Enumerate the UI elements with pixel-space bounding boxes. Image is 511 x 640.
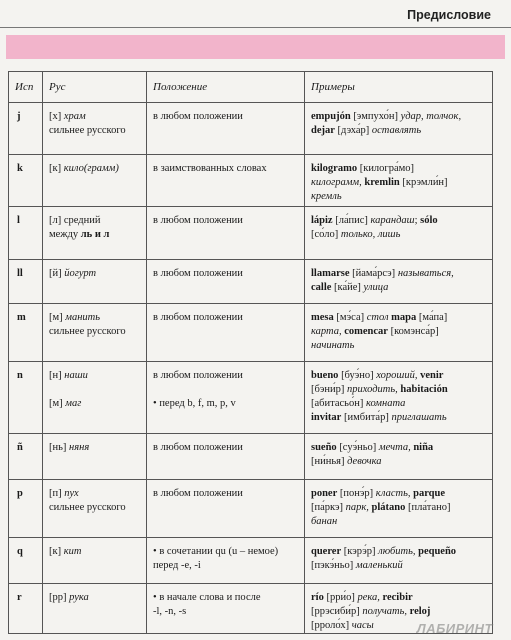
translation: приглашать bbox=[391, 412, 447, 423]
translation: часы bbox=[351, 620, 374, 631]
russian-example-word: йогурт bbox=[64, 268, 97, 279]
sound-text: ль и л bbox=[80, 229, 110, 240]
transcription: [мэ́са] bbox=[333, 312, 367, 323]
letter-cell: ñ bbox=[9, 434, 43, 480]
translation: только, лишь bbox=[340, 229, 401, 240]
spanish-word: kilogramo bbox=[311, 163, 358, 174]
letter-cell: q bbox=[9, 538, 43, 584]
table-row bbox=[9, 103, 493, 155]
examples-cell bbox=[305, 304, 493, 362]
translation: килограмм, bbox=[311, 177, 365, 188]
spanish-word: sueño bbox=[311, 442, 337, 453]
spanish-word: pequeño bbox=[418, 546, 457, 557]
position-cell bbox=[147, 538, 305, 584]
examples-cell bbox=[305, 155, 493, 207]
sound-text: [х] bbox=[49, 111, 64, 122]
transcription: [со́ло] bbox=[311, 229, 341, 240]
examples-cell bbox=[305, 434, 493, 480]
transcription: [крэмли́н] bbox=[399, 177, 448, 188]
russian-example-word: рука bbox=[69, 592, 89, 603]
spanish-word: invitar bbox=[311, 412, 342, 423]
spanish-word: mesa bbox=[311, 312, 334, 323]
table-row bbox=[9, 362, 493, 434]
translation: мечта, bbox=[378, 442, 414, 453]
transcription: [кэрэ́р] bbox=[341, 546, 379, 557]
table-row bbox=[9, 304, 493, 362]
spanish-word: calle bbox=[311, 282, 332, 293]
position-text: -l, -n, -s bbox=[153, 606, 187, 617]
spanish-word: niña bbox=[413, 442, 434, 453]
translation: удар, толчок, bbox=[400, 111, 462, 122]
position-cell bbox=[147, 260, 305, 304]
spanish-word: llamarse bbox=[311, 268, 350, 279]
translation: оставлять bbox=[371, 125, 422, 136]
russian-sound-cell bbox=[43, 362, 147, 434]
position-cell bbox=[147, 584, 305, 634]
spanish-word: dejar bbox=[311, 125, 335, 136]
letter-cell: m bbox=[9, 304, 43, 362]
header-divider bbox=[0, 27, 511, 28]
russian-example-word: маг bbox=[65, 398, 82, 409]
transcription: [пла́тано] bbox=[405, 502, 451, 513]
spanish-word: venir bbox=[420, 370, 444, 381]
examples-cell bbox=[305, 260, 493, 304]
translation: кремль bbox=[311, 191, 342, 202]
letter-cell: p bbox=[9, 480, 43, 538]
examples-cell bbox=[305, 538, 493, 584]
translation: стол bbox=[366, 312, 392, 323]
position-text: в любом положении bbox=[153, 488, 243, 499]
position-text: перед -e, -i bbox=[153, 560, 201, 571]
russian-sound-cell bbox=[43, 103, 147, 155]
transcription: [абитасьо́н] bbox=[311, 398, 366, 409]
sound-text: [м] bbox=[49, 312, 66, 323]
examples-cell bbox=[305, 207, 493, 260]
sound-text: [к] bbox=[49, 546, 64, 557]
spanish-word: reloj bbox=[409, 606, 431, 617]
russian-sound-cell bbox=[43, 260, 147, 304]
position-text: в любом положении bbox=[153, 312, 243, 323]
position-text: в любом положении bbox=[153, 442, 243, 453]
translation: получать, bbox=[362, 606, 410, 617]
spanish-word: recibir bbox=[382, 592, 413, 603]
position-cell bbox=[147, 362, 305, 434]
spanish-word: río bbox=[311, 592, 324, 603]
transcription: [йама́рсэ] bbox=[349, 268, 398, 279]
spanish-word: sólo bbox=[420, 215, 438, 226]
russian-example-word: кит bbox=[63, 546, 82, 557]
section-title: Предисловие bbox=[407, 8, 491, 22]
examples-cell bbox=[305, 480, 493, 538]
position-text: в любом положении bbox=[153, 111, 243, 122]
spanish-word: comencar bbox=[344, 326, 388, 337]
transcription: [эмпухо́н] bbox=[350, 111, 401, 122]
translation: начинать bbox=[311, 340, 355, 351]
position-text: • в сочетании qu (u – немое) bbox=[153, 545, 299, 559]
sound-text: [м] bbox=[49, 398, 66, 409]
spanish-word: bueno bbox=[311, 370, 339, 381]
spanish-word: poner bbox=[311, 488, 338, 499]
transcription: [ни́нья] bbox=[311, 456, 348, 467]
translation: парк, bbox=[345, 502, 372, 513]
translation: девочка bbox=[347, 456, 382, 467]
transcription: [ка́йе] bbox=[331, 282, 364, 293]
russian-example-word: кило(грамм) bbox=[63, 163, 119, 174]
position-cell bbox=[147, 103, 305, 155]
position-text: в любом положении bbox=[153, 370, 243, 381]
translation: комната bbox=[365, 398, 406, 409]
col-header-examples: Примеры bbox=[305, 72, 493, 103]
sound-text: [н] bbox=[49, 370, 65, 381]
spanish-word: empujón bbox=[311, 111, 351, 122]
letter-cell: k bbox=[9, 155, 43, 207]
transcription: [имбита́р] bbox=[341, 412, 392, 423]
spanish-word: querer bbox=[311, 546, 342, 557]
spanish-word: kremlin bbox=[364, 177, 400, 188]
position-cell bbox=[147, 434, 305, 480]
letter-cell: l bbox=[9, 207, 43, 260]
transcription: [па́ркэ] bbox=[311, 502, 346, 513]
translation: хороший, bbox=[376, 370, 421, 381]
sound-text: между bbox=[49, 229, 81, 240]
table-row bbox=[9, 538, 493, 584]
watermark: ЛАБИРИНТ bbox=[416, 621, 493, 636]
position-text: в любом положении bbox=[153, 268, 243, 279]
russian-example-word: пух bbox=[64, 488, 79, 499]
sound-text: сильнее русского bbox=[49, 326, 126, 337]
letter-cell: n bbox=[9, 362, 43, 434]
table-row bbox=[9, 434, 493, 480]
translation: карта, bbox=[311, 326, 345, 337]
position-text: • в начале слова и после bbox=[153, 591, 299, 605]
translation: любить, bbox=[378, 546, 419, 557]
translation: называться, bbox=[397, 268, 454, 279]
translation: река, bbox=[357, 592, 383, 603]
col-header-russian: Рус bbox=[43, 72, 147, 103]
russian-sound-cell bbox=[43, 584, 147, 634]
transcription: [рроло́х] bbox=[311, 620, 352, 631]
sound-text: [к] bbox=[49, 163, 64, 174]
letter-cell: ll bbox=[9, 260, 43, 304]
sound-text: сильнее русского bbox=[49, 502, 126, 513]
translation: приходить, bbox=[346, 384, 401, 395]
russian-sound-cell bbox=[43, 207, 147, 260]
examples-cell bbox=[305, 103, 493, 155]
transcription: [суэ́ньо] bbox=[336, 442, 379, 453]
sound-text: [нь] bbox=[49, 442, 70, 453]
col-header-letter: Исп bbox=[9, 72, 43, 103]
spanish-word: plátano bbox=[371, 502, 406, 513]
position-text: • перед b, f, m, p, v bbox=[153, 397, 299, 411]
russian-example-word: наши bbox=[64, 370, 88, 381]
transcription: ; bbox=[414, 215, 421, 226]
pronunciation-table bbox=[8, 71, 493, 634]
transcription: [бэни́р] bbox=[311, 384, 347, 395]
transcription: [понэ́р] bbox=[337, 488, 376, 499]
russian-sound-cell bbox=[43, 304, 147, 362]
russian-sound-cell bbox=[43, 480, 147, 538]
examples-cell bbox=[305, 362, 493, 434]
translation: банан bbox=[311, 516, 338, 527]
transcription: [дэха́р] bbox=[334, 125, 372, 136]
position-cell bbox=[147, 207, 305, 260]
letter-cell: r bbox=[9, 584, 43, 634]
transcription: [ла́пис] bbox=[332, 215, 371, 226]
translation: маленький bbox=[355, 560, 403, 571]
russian-example-word: манить bbox=[65, 312, 101, 323]
translation: класть, bbox=[375, 488, 414, 499]
transcription: [пэкэ́ньо] bbox=[311, 560, 356, 571]
sound-text: [рр] bbox=[49, 592, 70, 603]
spanish-word: habitación bbox=[400, 384, 448, 395]
transcription: [комэнса́р] bbox=[387, 326, 439, 337]
transcription: [рри́о] bbox=[323, 592, 358, 603]
translation: улица bbox=[363, 282, 389, 293]
position-cell bbox=[147, 155, 305, 207]
table-header-row bbox=[9, 72, 493, 103]
transcription: [килогра́мо] bbox=[357, 163, 415, 174]
sound-text: [п] bbox=[49, 488, 65, 499]
position-text: в любом положении bbox=[153, 215, 243, 226]
spanish-word: lápiz bbox=[311, 215, 333, 226]
pink-banner bbox=[6, 35, 505, 59]
position-cell bbox=[147, 304, 305, 362]
table-row bbox=[9, 207, 493, 260]
position-cell bbox=[147, 480, 305, 538]
russian-sound-cell bbox=[43, 434, 147, 480]
transcription: [ррэсиби́р] bbox=[311, 606, 363, 617]
table-row bbox=[9, 480, 493, 538]
russian-sound-cell bbox=[43, 155, 147, 207]
table-row bbox=[9, 155, 493, 207]
russian-example-word: храм bbox=[63, 111, 86, 122]
transcription: [буэ́но] bbox=[338, 370, 377, 381]
table-row bbox=[9, 260, 493, 304]
sound-text: сильнее русского bbox=[49, 125, 126, 136]
translation: карандаш bbox=[370, 215, 415, 226]
russian-sound-cell bbox=[43, 538, 147, 584]
transcription: [ма́па] bbox=[416, 312, 448, 323]
sound-text: [л] средний bbox=[49, 215, 101, 226]
spanish-word: parque bbox=[413, 488, 446, 499]
russian-example-word: няня bbox=[69, 442, 90, 453]
col-header-position: Положение bbox=[147, 72, 305, 103]
position-text: в заимствованных словах bbox=[153, 163, 267, 174]
sound-text: [й] bbox=[49, 268, 65, 279]
spanish-word: mapa bbox=[391, 312, 417, 323]
letter-cell: j bbox=[9, 103, 43, 155]
